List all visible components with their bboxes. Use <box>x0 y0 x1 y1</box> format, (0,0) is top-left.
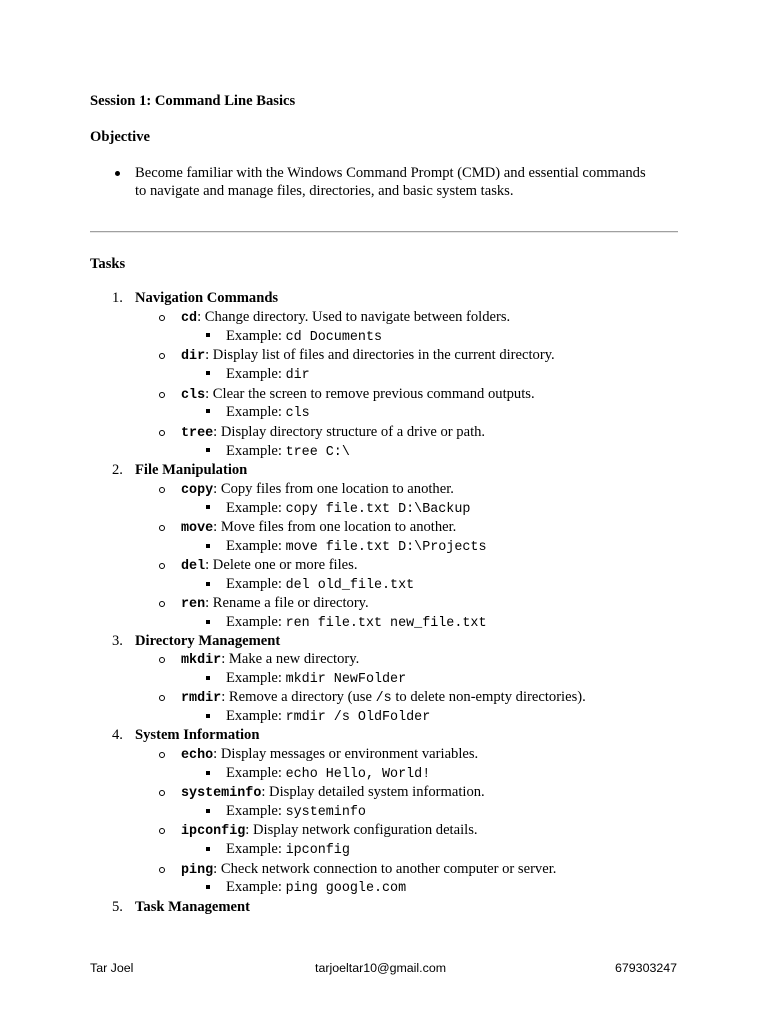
section-number: 1. <box>112 290 123 306</box>
command-description-end: to delete non-empty directories). <box>391 689 586 705</box>
square-bullet-icon <box>206 771 210 775</box>
example-item <box>226 670 406 687</box>
circle-bullet-icon <box>159 525 165 531</box>
example-item <box>226 328 382 345</box>
footer-name: Tar Joel <box>90 961 134 975</box>
example-label: Example: <box>226 443 282 459</box>
horizontal-divider <box>90 231 678 233</box>
circle-bullet-icon <box>159 828 165 834</box>
command-item <box>181 861 556 878</box>
command-name: cd <box>181 311 198 326</box>
section-title-system-information: System Information <box>135 727 260 743</box>
section-number: 2. <box>112 462 123 478</box>
circle-bullet-icon <box>159 695 165 701</box>
example-item <box>226 366 310 383</box>
footer-email: tarjoeltar10@gmail.com <box>315 961 447 975</box>
example-code: echo Hello, World! <box>285 767 431 782</box>
square-bullet-icon <box>206 409 210 413</box>
square-bullet-icon <box>206 505 210 509</box>
square-bullet-icon <box>206 371 210 375</box>
command-item <box>181 519 456 536</box>
example-label: Example: <box>226 538 282 554</box>
example-code: del old_file.txt <box>285 578 415 593</box>
example-code: ren file.txt new_file.txt <box>285 616 487 631</box>
circle-bullet-icon <box>159 392 165 398</box>
command-description: : Move files from one location to another. <box>213 519 457 535</box>
command-description: : Copy files from one location to another. <box>213 481 454 497</box>
command-description: : Check network connection to another computer or server. <box>213 861 557 877</box>
example-code: rmdir /s OldFolder <box>285 710 431 725</box>
command-description: : Display network configuration details. <box>245 822 478 838</box>
square-bullet-icon <box>206 544 210 548</box>
command-description: : Display list of files and directories in the current directory. <box>205 347 555 363</box>
inline-code: /s <box>375 691 392 706</box>
example-code: move file.txt D:\Projects <box>285 540 487 555</box>
section-title-task-management: Task Management <box>135 899 251 915</box>
example-code: cls <box>285 406 310 421</box>
example-label: Example: <box>226 576 282 592</box>
bullet-dot-icon <box>115 171 120 176</box>
command-name: move <box>181 521 214 536</box>
circle-bullet-icon <box>159 601 165 607</box>
section-number: 3. <box>112 633 123 649</box>
example-item <box>226 841 350 858</box>
command-item <box>181 424 485 441</box>
circle-bullet-icon <box>159 752 165 758</box>
command-description: : Rename a file or directory. <box>205 595 369 611</box>
circle-bullet-icon <box>159 790 165 796</box>
example-item <box>226 765 430 782</box>
example-item <box>226 879 406 896</box>
command-description: : Display directory structure of a drive or path. <box>213 424 486 440</box>
command-item <box>181 595 369 612</box>
circle-bullet-icon <box>159 657 165 663</box>
circle-bullet-icon <box>159 353 165 359</box>
command-name: ren <box>181 597 206 612</box>
example-code: ipconfig <box>285 843 350 858</box>
command-name: mkdir <box>181 653 222 668</box>
square-bullet-icon <box>206 809 210 813</box>
section-number: 4. <box>112 727 123 743</box>
example-label: Example: <box>226 614 282 630</box>
example-code: tree C:\ <box>285 445 350 460</box>
example-label: Example: <box>226 670 282 686</box>
square-bullet-icon <box>206 620 210 624</box>
tasks-heading: Tasks <box>90 256 126 272</box>
example-item <box>226 708 430 725</box>
example-label: Example: <box>226 366 282 382</box>
example-code: cd Documents <box>285 330 383 345</box>
square-bullet-icon <box>206 885 210 889</box>
command-name: rmdir <box>181 691 222 706</box>
objective-text-line1: Become familiar with the Windows Command Prompt (CMD) and essential commands <box>135 165 646 181</box>
example-code: dir <box>285 368 310 383</box>
square-bullet-icon <box>206 333 210 337</box>
example-label: Example: <box>226 404 282 420</box>
square-bullet-icon <box>206 847 210 851</box>
example-label: Example: <box>226 841 282 857</box>
example-code: ping google.com <box>285 881 407 896</box>
example-label: Example: <box>226 708 282 724</box>
section-title-directory-management: Directory Management <box>135 633 281 649</box>
command-item <box>181 386 535 403</box>
circle-bullet-icon <box>159 487 165 493</box>
section-number: 5. <box>112 899 123 915</box>
command-description: : Make a new directory. <box>221 651 360 667</box>
command-description-start: : Remove a directory (use <box>221 689 376 705</box>
session-title: Session 1: Command Line Basics <box>90 93 296 109</box>
command-name: cls <box>181 388 206 403</box>
command-name: dir <box>181 349 206 364</box>
circle-bullet-icon <box>159 315 165 321</box>
command-name: ping <box>181 863 214 878</box>
command-description: : Delete one or more files. <box>205 557 358 573</box>
command-item <box>181 481 454 498</box>
section-title-file-manipulation: File Manipulation <box>135 462 248 478</box>
square-bullet-icon <box>206 676 210 680</box>
command-item <box>181 746 478 763</box>
command-description: : Display messages or environment variables. <box>213 746 479 762</box>
square-bullet-icon <box>206 448 210 452</box>
command-name: tree <box>181 426 214 441</box>
example-label: Example: <box>226 803 282 819</box>
command-item <box>181 651 359 668</box>
circle-bullet-icon <box>159 563 165 569</box>
example-item <box>226 614 487 631</box>
command-item <box>181 347 555 364</box>
command-name: systeminfo <box>181 786 262 801</box>
command-name: del <box>181 559 206 574</box>
example-label: Example: <box>226 879 282 895</box>
command-item <box>181 309 510 326</box>
square-bullet-icon <box>206 714 210 718</box>
example-item <box>226 443 350 460</box>
command-description: : Clear the screen to remove previous command outputs. <box>205 386 535 402</box>
command-name: ipconfig <box>181 824 246 839</box>
section-title-navigation: Navigation Commands <box>135 290 279 306</box>
command-description: : Change directory. Used to navigate between folders. <box>197 309 511 325</box>
example-item <box>226 538 487 555</box>
square-bullet-icon <box>206 582 210 586</box>
example-item <box>226 404 310 421</box>
command-description: : Display detailed system information. <box>261 784 485 800</box>
command-item <box>181 557 357 574</box>
example-item <box>226 500 470 517</box>
footer-phone: 679303247 <box>615 961 678 975</box>
command-name: copy <box>181 483 214 498</box>
circle-bullet-icon <box>159 867 165 873</box>
command-item <box>181 689 586 706</box>
command-item <box>181 822 478 839</box>
command-item <box>181 784 485 801</box>
objective-text-line2: to navigate and manage files, directories, and basic system tasks. <box>135 183 514 199</box>
circle-bullet-icon <box>159 430 165 436</box>
example-label: Example: <box>226 765 282 781</box>
command-name: echo <box>181 748 214 763</box>
example-label: Example: <box>226 328 282 344</box>
example-item <box>226 576 414 593</box>
objective-heading: Objective <box>90 129 150 145</box>
example-label: Example: <box>226 500 282 516</box>
example-code: systeminfo <box>285 805 366 820</box>
example-code: mkdir NewFolder <box>285 672 407 687</box>
example-code: copy file.txt D:\Backup <box>285 502 471 517</box>
example-item <box>226 803 366 820</box>
